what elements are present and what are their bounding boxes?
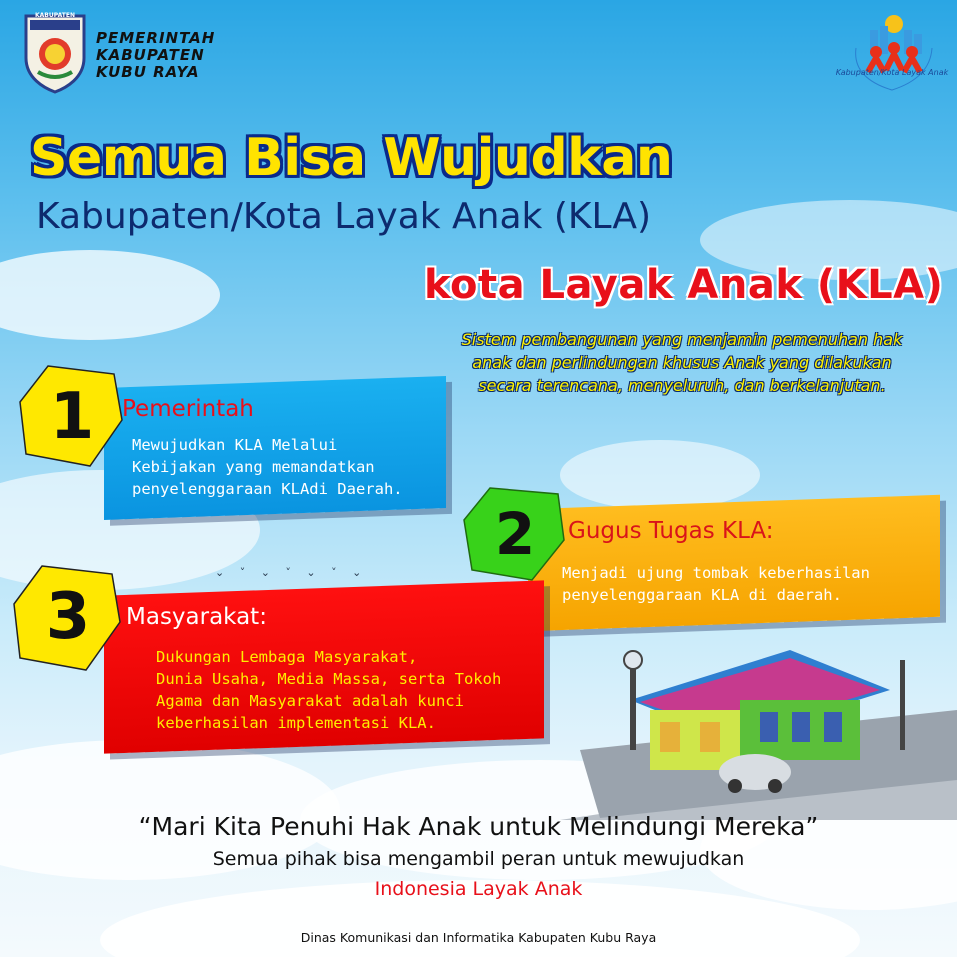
main-subtitle: Kabupaten/Kota Layak Anak (KLA) [36,196,652,237]
card-line: Mewujudkan KLA Melalui [132,436,338,454]
kla-logo-caption: Kabupaten/Kota Layak Anak [835,68,949,77]
card-body [132,434,403,500]
regency-emblem [22,10,88,94]
card-body [562,562,870,606]
house-illustration [560,640,957,820]
badge-number: 1 [49,380,95,454]
definition-line: secara terencana, menyeluruh, dan berkelanjutan. [478,376,886,395]
card-line: Agama dan Masyarakat adalah kunci [156,692,464,710]
card-title: Pemerintah [122,396,254,422]
government-line: KUBU RAYA [96,63,200,81]
card-line: penyelenggaraan KLAdi Daerah. [132,480,403,498]
badge-number: 3 [45,580,91,654]
badge-number-3 [12,562,124,676]
card-line: Kebijakan yang memandatkan [132,458,375,476]
closing-highlight: Indonesia Layak Anak [374,878,583,900]
kla-logo [842,8,942,98]
card-title: Masyarakat: [126,604,267,630]
footer-credit: Dinas Komunikasi dan Informatika Kabupaten Kubu Raya [300,930,657,945]
card-line: Menjadi ujung tombak keberhasilan [562,564,870,582]
card-line: keberhasilan implementasi KLA. [156,714,436,732]
card-body [156,646,501,734]
badge-number-1 [18,362,126,472]
kla-definition [424,328,940,397]
card-line: Dunia Usaha, Media Massa, serta Tokoh [156,670,502,688]
badge-number-2 [462,484,568,584]
card-line: penyelenggaraan KLA di daerah. [562,586,842,604]
government-line: KABUPATEN [96,46,205,64]
emblem-label: KABUPATEN [35,12,75,19]
card-line: Dukungan Lembaga Masyarakat, [156,648,418,666]
main-title: Semua Bisa Wujudkan [30,128,673,188]
definition-line: Sistem pembangunan yang menjamin pemenuhan hak [461,330,903,349]
government-name [96,30,215,81]
definition-line: anak dan perlindungan khusus Anak yang dilakukan [472,353,892,372]
badge-number: 2 [494,500,536,568]
birds-decoration: ⌄ ˅ ⌄ ˅ ⌄ ˅ ⌄ [215,566,368,579]
kla-heading: kota Layak Anak (KLA) [424,262,944,308]
government-line: PEMERINTAH [96,29,216,47]
card-title: Gugus Tugas KLA: [568,518,774,544]
closing-line: Semua pihak bisa mengambil peran untuk mewujudkan [212,848,745,870]
closing-quote: “Mari Kita Penuhi Hak Anak untuk Melindungi Mereka” [138,812,819,841]
